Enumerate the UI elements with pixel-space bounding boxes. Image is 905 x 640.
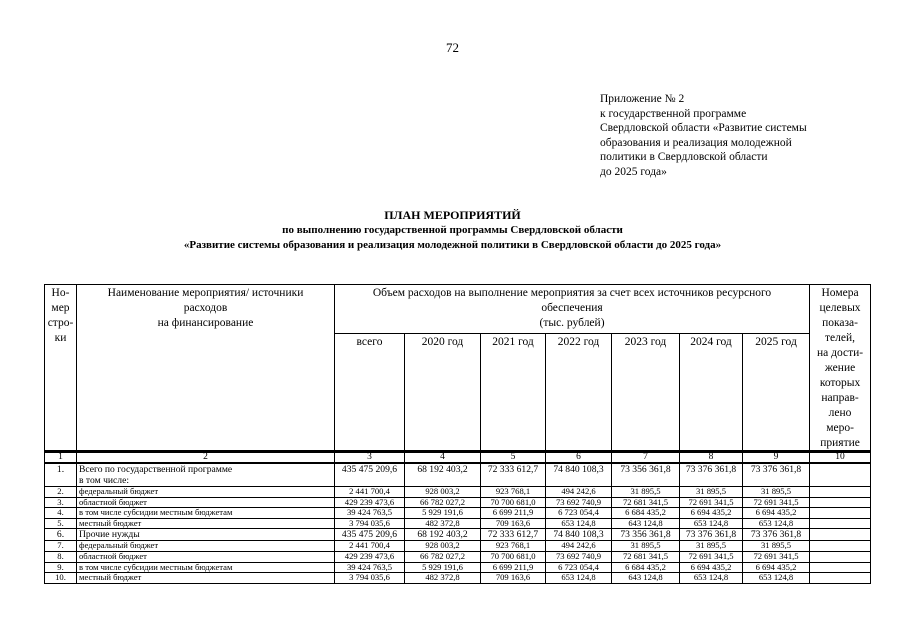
page-number: 72 (446, 40, 459, 55)
table-row (45, 463, 871, 487)
row-name (77, 573, 335, 584)
row-value: 6 694 435,2 (680, 562, 743, 573)
table-row (45, 551, 871, 562)
row-value: 72 691 341,5 (680, 497, 743, 508)
column-number: 7 (612, 451, 680, 463)
row-number: 8. (45, 551, 77, 562)
title-line-1: ПЛАН МЕРОПРИЯТИЙ (384, 208, 521, 222)
row-value: 653 124,8 (743, 573, 810, 584)
row-value: 494 242,6 (546, 487, 612, 498)
row-value: 653 124,8 (546, 573, 612, 584)
appendix-line: Приложение № 2 (600, 93, 685, 105)
row-subtitle: в том числе: (79, 475, 130, 486)
row-value: 72 333 612,7 (481, 529, 546, 541)
header-volume (335, 285, 810, 334)
header-row-number (45, 285, 77, 453)
row-value: 72 681 341,5 (612, 551, 680, 562)
row-value: 643 124,8 (612, 518, 680, 529)
row-indicator (810, 487, 871, 498)
row-value: 72 333 612,7 (481, 463, 546, 487)
row-value: 74 840 108,3 (546, 463, 612, 487)
row-name-text: в том числе субсидии местным бюджетам (79, 507, 233, 518)
row-name (77, 541, 335, 552)
row-value: 6 723 054,4 (546, 562, 612, 573)
row-name (77, 463, 335, 487)
appendix-line: политики в Свердловской области (600, 151, 768, 164)
row-value: 429 239 473,6 (335, 551, 405, 562)
row-value: 2 441 700,4 (335, 487, 405, 498)
row-name-text: федеральный бюджет (79, 486, 159, 496)
table-row (45, 508, 871, 519)
column-number: 4 (405, 451, 481, 463)
column-number: 10 (810, 451, 871, 463)
row-value: 72 691 341,5 (743, 551, 810, 562)
row-value: 928 003,2 (405, 541, 481, 552)
row-value: 70 700 681,0 (481, 551, 546, 562)
row-number: 2. (45, 487, 77, 498)
document-title (0, 208, 905, 253)
row-value: 709 163,6 (481, 518, 546, 529)
table-row (45, 529, 871, 541)
table-row (45, 487, 871, 498)
table-row (45, 573, 871, 584)
header-row-number-text: Но- мер стро- ки (47, 287, 74, 344)
row-value: 74 840 108,3 (546, 529, 612, 541)
row-value: 653 124,8 (546, 518, 612, 529)
row-name-text: федеральный бюджет (79, 540, 159, 551)
row-value: 5 929 191,6 (405, 508, 481, 519)
row-value: 66 782 027,2 (405, 551, 481, 562)
row-value: 435 475 209,6 (335, 463, 405, 487)
row-name (77, 551, 335, 562)
row-number: 1. (45, 463, 77, 487)
row-name (77, 529, 335, 541)
header-year-2024: 2024 год (680, 333, 743, 452)
appendix-note (600, 92, 860, 180)
table-row (45, 562, 871, 573)
row-value: 923 768,1 (481, 541, 546, 552)
row-indicator (810, 551, 871, 562)
appendix-line: Свердловской области «Развитие системы (600, 122, 807, 135)
row-value: 928 003,2 (405, 487, 481, 498)
row-value: 709 163,6 (481, 573, 546, 584)
title-line-3: «Развитие системы образования и реализация молодежной политики в Свердловской области до 2025 года» (183, 239, 722, 251)
row-value: 494 242,6 (546, 541, 612, 552)
title-line-2: по выполнению государственной программы Свердловской области (282, 224, 623, 236)
row-value: 6 694 435,2 (743, 562, 810, 573)
row-name-text: Прочие нужды (79, 529, 140, 541)
row-value: 73 356 361,8 (612, 529, 680, 541)
row-number: 4. (45, 508, 77, 519)
row-indicator (810, 529, 871, 541)
row-value: 31 895,5 (680, 487, 743, 498)
row-value: 643 124,8 (612, 573, 680, 584)
header-name (77, 285, 335, 453)
row-value: 6 699 211,9 (481, 562, 546, 573)
row-indicator (810, 573, 871, 584)
header-year-2023: 2023 год (612, 333, 680, 452)
row-indicator (810, 541, 871, 552)
row-value: 73 376 361,8 (743, 463, 810, 487)
row-name (77, 487, 335, 498)
column-number: 8 (680, 451, 743, 463)
row-name-text: местный бюджет (79, 572, 142, 583)
row-number: 7. (45, 541, 77, 552)
table-row (45, 497, 871, 508)
row-value: 653 124,8 (743, 518, 810, 529)
row-number: 9. (45, 562, 77, 573)
header-indicators (810, 285, 871, 453)
row-value: 70 700 681,0 (481, 497, 546, 508)
row-indicator (810, 508, 871, 519)
header-year-2020: 2020 год (405, 333, 481, 452)
row-value: 482 372,8 (405, 573, 481, 584)
row-value: 3 794 035,6 (335, 518, 405, 529)
row-value: 429 239 473,6 (335, 497, 405, 508)
row-value: 73 376 361,8 (680, 463, 743, 487)
column-number: 3 (335, 451, 405, 463)
row-value: 6 723 054,4 (546, 508, 612, 519)
header-name-text: Наименование мероприятия/ источники расходов на финансирование (107, 287, 304, 329)
row-name-text: Всего по государственной программе (79, 464, 233, 475)
row-value: 6 684 435,2 (612, 508, 680, 519)
row-value: 73 692 740,9 (546, 497, 612, 508)
row-indicator (810, 562, 871, 573)
appendix-line: к государственной программе (600, 107, 747, 120)
row-value: 31 895,5 (680, 541, 743, 552)
header-volume-text: Объем расходов на выполнение мероприятия за счет всех источников ресурсного обеспечения (тыс. рублей) (372, 287, 772, 329)
row-name (77, 508, 335, 519)
header-year-total: всего (335, 333, 405, 452)
row-value: 6 684 435,2 (612, 562, 680, 573)
row-value: 6 694 435,2 (743, 508, 810, 519)
row-value: 653 124,8 (680, 573, 743, 584)
row-name (77, 497, 335, 508)
row-indicator (810, 463, 871, 487)
row-name-text: местный бюджет (79, 518, 142, 528)
row-name-text: в том числе субсидии местным бюджетам (79, 562, 233, 572)
row-value: 66 782 027,2 (405, 497, 481, 508)
column-number: 9 (743, 451, 810, 463)
row-value: 73 376 361,8 (680, 529, 743, 541)
row-value: 923 768,1 (481, 487, 546, 498)
row-indicator (810, 497, 871, 508)
row-indicator (810, 518, 871, 529)
row-number: 6. (45, 529, 77, 541)
row-value: 72 691 341,5 (743, 497, 810, 508)
row-value: 6 694 435,2 (680, 508, 743, 519)
appendix-line: до 2025 года» (600, 165, 667, 178)
row-value: 72 681 341,5 (612, 497, 680, 508)
row-value: 73 356 361,8 (612, 463, 680, 487)
row-value: 31 895,5 (612, 541, 680, 552)
row-value: 31 895,5 (743, 541, 810, 552)
appendix-line: образования и реализация молодежной (600, 136, 792, 149)
row-value: 73 692 740,9 (546, 551, 612, 562)
row-number: 10. (45, 573, 77, 584)
row-value: 2 441 700,4 (335, 541, 405, 552)
column-number-row (45, 451, 871, 463)
header-indicators-text: Номера целевых показа- телей, на дости- жение которых направ- лено меро- приятие (816, 287, 864, 449)
row-value: 482 372,8 (405, 518, 481, 529)
row-value: 653 124,8 (680, 518, 743, 529)
header-year-2025: 2025 год (743, 333, 810, 452)
row-value: 5 929 191,6 (405, 562, 481, 573)
row-number: 3. (45, 497, 77, 508)
column-number: 6 (546, 451, 612, 463)
row-name (77, 562, 335, 573)
row-value: 31 895,5 (612, 487, 680, 498)
row-value: 39 424 763,5 (335, 562, 405, 573)
row-name (77, 518, 335, 529)
table-row (45, 518, 871, 529)
row-value: 39 424 763,5 (335, 508, 405, 519)
row-name-text: областной бюджет (79, 551, 147, 561)
row-name-text: областной бюджет (79, 497, 147, 507)
row-value: 72 691 341,5 (680, 551, 743, 562)
row-number: 5. (45, 518, 77, 529)
row-value: 68 192 403,2 (405, 463, 481, 487)
row-value: 435 475 209,6 (335, 529, 405, 541)
column-number: 1 (45, 451, 77, 463)
row-value: 68 192 403,2 (405, 529, 481, 541)
table-row (45, 541, 871, 552)
column-number: 5 (481, 451, 546, 463)
column-number: 2 (77, 451, 335, 463)
plan-table-header (44, 284, 871, 453)
plan-table-body (44, 450, 871, 584)
row-value: 6 699 211,9 (481, 508, 546, 519)
row-value: 3 794 035,6 (335, 573, 405, 584)
header-year-2022: 2022 год (546, 333, 612, 452)
row-value: 31 895,5 (743, 487, 810, 498)
header-year-2021: 2021 год (481, 333, 546, 452)
row-value: 73 376 361,8 (743, 529, 810, 541)
